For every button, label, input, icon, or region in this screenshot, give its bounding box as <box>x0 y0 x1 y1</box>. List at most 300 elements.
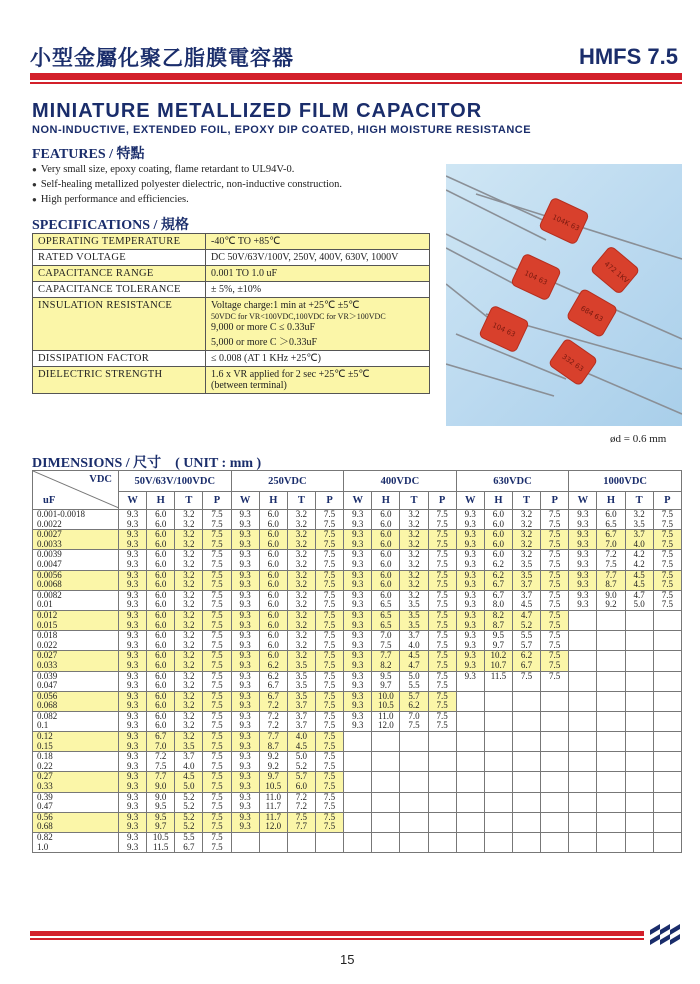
empty-cell <box>484 691 512 701</box>
dimension-cell: 3.2 <box>175 711 203 721</box>
dimension-cell: 7.5 <box>315 520 343 530</box>
dimension-cell: 3.2 <box>512 540 540 550</box>
dimension-cell: 9.3 <box>119 833 147 843</box>
dimension-cell: 9.3 <box>231 610 259 620</box>
dimension-cell: 3.2 <box>175 610 203 620</box>
empty-cell <box>597 843 625 853</box>
dimension-cell: 9.3 <box>119 802 147 812</box>
dimension-cell: 7.5 <box>541 590 569 600</box>
empty-cell <box>400 843 428 853</box>
capacitance-cell: 0.0068 <box>33 580 119 590</box>
dimension-cell: 9.3 <box>231 822 259 832</box>
dimension-cell: 4.2 <box>625 560 653 570</box>
spec-label: OPERATING TEMPERATURE <box>33 234 206 250</box>
empty-cell <box>597 711 625 721</box>
dimension-cell: 9.7 <box>484 641 512 651</box>
dimension-cell: 9.3 <box>344 610 372 620</box>
dimension-cell: 5.5 <box>175 833 203 843</box>
dimension-cell: 7.5 <box>541 631 569 641</box>
dimension-cell: 6.0 <box>259 520 287 530</box>
dimension-cell: 9.3 <box>119 540 147 550</box>
dimension-cell: 7.5 <box>203 530 231 540</box>
empty-cell <box>597 802 625 812</box>
dimension-cell: 8.7 <box>259 742 287 752</box>
empty-cell <box>512 732 540 742</box>
dimension-cell: 5.7 <box>512 641 540 651</box>
dimension-cell: 9.3 <box>119 580 147 590</box>
dimension-cell: 7.2 <box>259 701 287 711</box>
spec-line: 50VDC for VR<100VDC,100VDC for VR＞100VDC <box>211 312 386 321</box>
dimension-cell: 7.5 <box>203 701 231 711</box>
empty-cell <box>569 833 597 843</box>
empty-cell <box>484 681 512 691</box>
dimension-cell: 6.0 <box>259 631 287 641</box>
dimension-cell: 6.0 <box>147 520 175 530</box>
dimension-cell: 7.5 <box>315 752 343 762</box>
dimension-cell: 9.3 <box>569 590 597 600</box>
dimension-cell: 6.0 <box>147 570 175 580</box>
dimension-cell: 7.5 <box>541 560 569 570</box>
empty-cell <box>625 681 653 691</box>
empty-cell <box>428 792 456 802</box>
dimension-cell: 7.5 <box>315 812 343 822</box>
dimension-cell: 9.3 <box>231 550 259 560</box>
dimension-column-header: T <box>175 492 203 510</box>
spec-row <box>33 367 430 394</box>
empty-cell <box>372 843 400 853</box>
dimension-cell: 9.3 <box>119 651 147 661</box>
empty-cell <box>372 822 400 832</box>
dimension-cell: 4.0 <box>400 641 428 651</box>
empty-cell <box>653 792 681 802</box>
dimension-cell: 5.2 <box>287 762 315 772</box>
dimension-cell: 6.5 <box>372 621 400 631</box>
dimension-cell: 9.3 <box>456 600 484 610</box>
empty-cell <box>597 752 625 762</box>
empty-cell <box>372 802 400 812</box>
empty-cell <box>484 782 512 792</box>
dimension-cell: 7.5 <box>428 550 456 560</box>
dimension-cell: 9.3 <box>231 691 259 701</box>
empty-cell <box>372 752 400 762</box>
empty-cell <box>541 732 569 742</box>
dimension-cell: 9.3 <box>119 772 147 782</box>
dimension-cell: 9.7 <box>372 681 400 691</box>
empty-cell <box>372 782 400 792</box>
empty-cell <box>653 782 681 792</box>
dimension-cell: 9.3 <box>231 752 259 762</box>
dimension-cell: 9.3 <box>119 732 147 742</box>
empty-cell <box>625 671 653 681</box>
dimension-cell: 7.5 <box>315 621 343 631</box>
dimension-cell: 10.5 <box>147 833 175 843</box>
dimension-cell: 6.0 <box>372 570 400 580</box>
dimension-cell: 6.2 <box>400 701 428 711</box>
empty-cell <box>625 772 653 782</box>
dimension-cell: 9.3 <box>231 721 259 731</box>
dimension-cell: 9.3 <box>344 691 372 701</box>
dimension-cell: 7.5 <box>428 641 456 651</box>
spec-label: CAPACITANCE RANGE <box>33 266 206 282</box>
dimension-cell: 3.5 <box>512 570 540 580</box>
empty-cell <box>653 721 681 731</box>
dimension-cell: 9.3 <box>119 661 147 671</box>
dimension-cell: 6.0 <box>147 711 175 721</box>
dimension-cell: 7.0 <box>147 742 175 752</box>
empty-cell <box>456 681 484 691</box>
empty-cell <box>653 711 681 721</box>
dimension-cell: 9.7 <box>147 822 175 832</box>
capacitance-cell: 0.015 <box>33 621 119 631</box>
empty-cell <box>653 772 681 782</box>
dimension-cell: 3.2 <box>400 570 428 580</box>
empty-cell <box>512 691 540 701</box>
empty-cell <box>456 833 484 843</box>
voltage-header: 250VDC <box>231 471 344 492</box>
dimension-cell: 6.0 <box>372 510 400 520</box>
dimension-cell: 7.5 <box>203 661 231 671</box>
dimension-column-header: P <box>203 492 231 510</box>
dimension-cell: 10.5 <box>372 701 400 711</box>
empty-cell <box>428 752 456 762</box>
empty-cell <box>456 701 484 711</box>
dimension-cell: 7.5 <box>512 671 540 681</box>
empty-cell <box>597 691 625 701</box>
empty-cell <box>428 822 456 832</box>
spec-label: INSULATION RESISTANCE <box>33 298 206 351</box>
table-row <box>33 661 682 671</box>
empty-cell <box>653 681 681 691</box>
empty-cell <box>512 843 540 853</box>
empty-cell <box>484 772 512 782</box>
empty-cell <box>597 732 625 742</box>
dimension-cell: 7.5 <box>428 600 456 610</box>
empty-cell <box>456 812 484 822</box>
dimension-cell: 7.5 <box>315 610 343 620</box>
empty-cell <box>597 742 625 752</box>
dimension-cell: 3.2 <box>400 530 428 540</box>
dimension-cell: 9.3 <box>119 631 147 641</box>
dimension-cell: 6.2 <box>484 560 512 570</box>
dimension-cell: 7.5 <box>315 641 343 651</box>
dimension-cell: 3.7 <box>512 590 540 600</box>
dimension-cell: 9.3 <box>119 752 147 762</box>
dimension-letter-row <box>33 492 682 510</box>
empty-cell <box>597 792 625 802</box>
empty-cell <box>541 812 569 822</box>
empty-cell <box>512 721 540 731</box>
chinese-title: 小型金屬化聚乙脂膜電容器 <box>30 46 294 70</box>
empty-cell <box>569 812 597 822</box>
dimension-column-header: T <box>287 492 315 510</box>
dimension-cell: 9.3 <box>456 520 484 530</box>
dimension-column-header: H <box>597 492 625 510</box>
dimension-cell: 6.0 <box>147 590 175 600</box>
dimension-cell: 9.2 <box>259 752 287 762</box>
dimension-cell: 5.7 <box>287 772 315 782</box>
empty-cell <box>569 711 597 721</box>
empty-cell <box>625 812 653 822</box>
capacitor-marking: 104K 63 <box>551 213 581 233</box>
empty-cell <box>653 732 681 742</box>
features-list <box>32 162 342 207</box>
capacitor-marking: 332 63 <box>560 352 585 374</box>
empty-cell <box>569 732 597 742</box>
dimension-cell: 6.0 <box>597 510 625 520</box>
dimension-cell: 9.3 <box>344 540 372 550</box>
dimension-cell: 9.3 <box>119 762 147 772</box>
dimension-cell: 9.3 <box>231 711 259 721</box>
dimension-cell: 7.5 <box>653 580 681 590</box>
empty-cell <box>372 792 400 802</box>
capacitor-marking: 104 63 <box>523 269 549 287</box>
dimension-cell: 9.3 <box>569 520 597 530</box>
dimension-cell: 3.2 <box>400 590 428 600</box>
empty-cell <box>372 732 400 742</box>
empty-cell <box>541 742 569 752</box>
dimension-cell: 7.5 <box>203 651 231 661</box>
capacitor-photo <box>446 164 682 426</box>
dimension-cell: 6.0 <box>147 701 175 711</box>
dimension-cell: 3.7 <box>287 711 315 721</box>
dimension-cell: 7.7 <box>597 570 625 580</box>
capacitance-cell: 0.68 <box>33 822 119 832</box>
dimension-cell: 7.5 <box>428 691 456 701</box>
dimension-cell: 9.3 <box>456 610 484 620</box>
dimension-cell: 7.5 <box>428 681 456 691</box>
empty-cell <box>428 833 456 843</box>
dimension-cell: 9.3 <box>119 590 147 600</box>
dimension-column-header: T <box>625 492 653 510</box>
empty-cell <box>484 701 512 711</box>
dimension-cell: 7.5 <box>203 721 231 731</box>
dimension-cell: 11.5 <box>147 843 175 853</box>
empty-cell <box>653 621 681 631</box>
dimension-cell: 6.0 <box>147 610 175 620</box>
spec-row <box>33 351 430 367</box>
dimension-cell: 9.3 <box>231 570 259 580</box>
dimension-cell: 9.3 <box>231 671 259 681</box>
dimension-cell: 3.2 <box>512 550 540 560</box>
empty-cell <box>653 610 681 620</box>
spec-line: 1.6 x VR applied for 2 sec +25℃ ±5℃ <box>211 369 370 380</box>
empty-cell <box>456 762 484 772</box>
capacitance-cell: 0.56 <box>33 812 119 822</box>
dimension-cell: 7.5 <box>428 610 456 620</box>
empty-cell <box>428 812 456 822</box>
voltage-header: 400VDC <box>344 471 457 492</box>
empty-cell <box>400 772 428 782</box>
dimension-cell: 7.5 <box>653 530 681 540</box>
dimension-cell: 7.5 <box>203 600 231 610</box>
dimension-cell: 3.5 <box>400 621 428 631</box>
empty-cell <box>541 691 569 701</box>
dimension-cell: 7.7 <box>147 772 175 782</box>
dimension-cell: 9.2 <box>259 762 287 772</box>
dimension-cell: 11.7 <box>259 812 287 822</box>
dimension-cell: 9.3 <box>569 580 597 590</box>
empty-cell <box>456 802 484 812</box>
dimension-column-header: W <box>119 492 147 510</box>
dimension-cell: 3.5 <box>625 520 653 530</box>
dimension-column-header: T <box>512 492 540 510</box>
empty-cell <box>344 752 372 762</box>
empty-cell <box>400 762 428 772</box>
empty-cell <box>400 752 428 762</box>
empty-cell <box>372 833 400 843</box>
dimension-cell: 3.2 <box>287 510 315 520</box>
empty-cell <box>597 701 625 711</box>
dimension-cell: 9.3 <box>456 550 484 560</box>
capacitance-cell: 0.027 <box>33 651 119 661</box>
dimension-cell: 3.2 <box>175 721 203 731</box>
dimension-cell: 9.3 <box>569 600 597 610</box>
dimension-cell: 6.0 <box>147 560 175 570</box>
dimension-cell: 9.3 <box>344 590 372 600</box>
model-number: HMFS 7.5 <box>578 44 678 69</box>
dimension-cell: 9.3 <box>231 580 259 590</box>
dimension-cell: 3.2 <box>287 570 315 580</box>
dimension-cell: 9.3 <box>456 560 484 570</box>
dimension-cell: 7.5 <box>541 621 569 631</box>
empty-cell <box>344 782 372 792</box>
dimension-cell: 4.5 <box>625 570 653 580</box>
empty-cell <box>259 833 287 843</box>
spec-value <box>206 298 430 351</box>
spec-line: (between terminal) <box>211 380 287 391</box>
dimension-cell: 5.5 <box>400 681 428 691</box>
dimension-cell: 7.5 <box>653 550 681 560</box>
dimension-cell: 3.2 <box>175 681 203 691</box>
dimension-cell: 7.5 <box>315 802 343 812</box>
dimension-cell: 6.7 <box>484 590 512 600</box>
capacitance-cell: 0.0047 <box>33 560 119 570</box>
empty-cell <box>625 621 653 631</box>
empty-cell <box>512 742 540 752</box>
spec-line: 5,000 or more C ＞0.33uF <box>211 337 318 348</box>
empty-cell <box>344 792 372 802</box>
dimension-cell: 9.3 <box>231 510 259 520</box>
empty-cell <box>400 822 428 832</box>
dimension-cell: 7.5 <box>203 732 231 742</box>
dimension-cell: 4.7 <box>400 661 428 671</box>
dimension-cell: 7.5 <box>428 711 456 721</box>
dimension-cell: 9.3 <box>569 510 597 520</box>
dimension-cell: 6.0 <box>147 530 175 540</box>
capacitor-illustration <box>446 164 682 426</box>
dimension-cell: 9.3 <box>456 580 484 590</box>
dimension-cell: 3.2 <box>287 550 315 560</box>
dimension-cell: 7.5 <box>597 560 625 570</box>
dimension-cell: 6.0 <box>147 671 175 681</box>
empty-cell <box>625 843 653 853</box>
dimension-cell: 6.0 <box>259 570 287 580</box>
capacitance-cell: 0.27 <box>33 772 119 782</box>
spec-label: CAPACITANCE TOLERANCE <box>33 282 206 298</box>
empty-cell <box>456 711 484 721</box>
dimension-cell: 6.7 <box>147 732 175 742</box>
empty-cell <box>512 833 540 843</box>
dimension-cell: 3.2 <box>175 671 203 681</box>
dimension-cell: 7.5 <box>315 661 343 671</box>
dimension-cell: 3.5 <box>400 610 428 620</box>
empty-cell <box>569 661 597 671</box>
empty-cell <box>541 802 569 812</box>
dimension-cell: 5.5 <box>512 631 540 641</box>
spec-label: RATED VOLTAGE <box>33 250 206 266</box>
dimension-cell: 3.7 <box>287 701 315 711</box>
dimension-cell: 3.7 <box>287 721 315 731</box>
dimension-cell: 9.3 <box>344 600 372 610</box>
dimension-cell: 9.3 <box>231 772 259 782</box>
empty-cell <box>597 641 625 651</box>
feature-item: ● High performance and efficiencies. <box>32 192 342 207</box>
dimension-cell: 7.5 <box>653 520 681 530</box>
dimension-cell: 9.3 <box>119 822 147 832</box>
empty-cell <box>456 742 484 752</box>
dimension-cell: 3.2 <box>175 600 203 610</box>
dimension-cell: 9.3 <box>119 550 147 560</box>
dimension-cell: 9.3 <box>456 540 484 550</box>
dimension-cell: 3.2 <box>287 600 315 610</box>
dimension-cell: 7.0 <box>597 540 625 550</box>
table-row <box>33 641 682 651</box>
dimension-cell: 9.3 <box>119 792 147 802</box>
dimensions-unit: ( UNIT : mm ) <box>175 456 262 471</box>
voltage-header: 50V/63V/100VDC <box>119 471 232 492</box>
empty-cell <box>287 833 315 843</box>
dimension-cell: 6.0 <box>372 520 400 530</box>
capacitance-cell: 0.056 <box>33 691 119 701</box>
dimension-cell: 9.3 <box>569 550 597 560</box>
spec-row <box>33 250 430 266</box>
empty-cell <box>653 631 681 641</box>
empty-cell <box>653 691 681 701</box>
dimension-cell: 9.3 <box>119 671 147 681</box>
dimension-cell: 7.7 <box>372 651 400 661</box>
capacitance-cell: 0.0033 <box>33 540 119 550</box>
dimension-cell: 9.3 <box>344 721 372 731</box>
empty-cell <box>653 701 681 711</box>
empty-cell <box>484 792 512 802</box>
empty-cell <box>456 721 484 731</box>
dimension-cell: 3.2 <box>287 540 315 550</box>
dimension-cell: 9.3 <box>119 510 147 520</box>
dimension-cell: 7.5 <box>315 681 343 691</box>
dimension-cell: 9.3 <box>569 530 597 540</box>
dimension-cell: 7.2 <box>287 792 315 802</box>
capacitance-cell: 0.01 <box>33 600 119 610</box>
dimension-cell: 4.7 <box>625 590 653 600</box>
empty-cell <box>597 721 625 731</box>
capacitor-marking: 472 1KV <box>602 259 631 286</box>
empty-cell <box>428 762 456 772</box>
dimension-cell: 7.5 <box>653 510 681 520</box>
empty-cell <box>653 661 681 671</box>
capacitance-cell: 0.18 <box>33 752 119 762</box>
empty-cell <box>344 802 372 812</box>
dimension-cell: 9.3 <box>344 641 372 651</box>
dimension-cell: 6.0 <box>147 651 175 661</box>
dimension-cell: 7.5 <box>541 661 569 671</box>
dimension-cell: 7.5 <box>428 510 456 520</box>
dimension-cell: 7.5 <box>203 772 231 782</box>
table-row <box>33 520 682 530</box>
empty-cell <box>653 833 681 843</box>
dimension-cell: 4.7 <box>512 610 540 620</box>
dimension-cell: 7.5 <box>203 762 231 772</box>
dimension-cell: 9.5 <box>484 631 512 641</box>
